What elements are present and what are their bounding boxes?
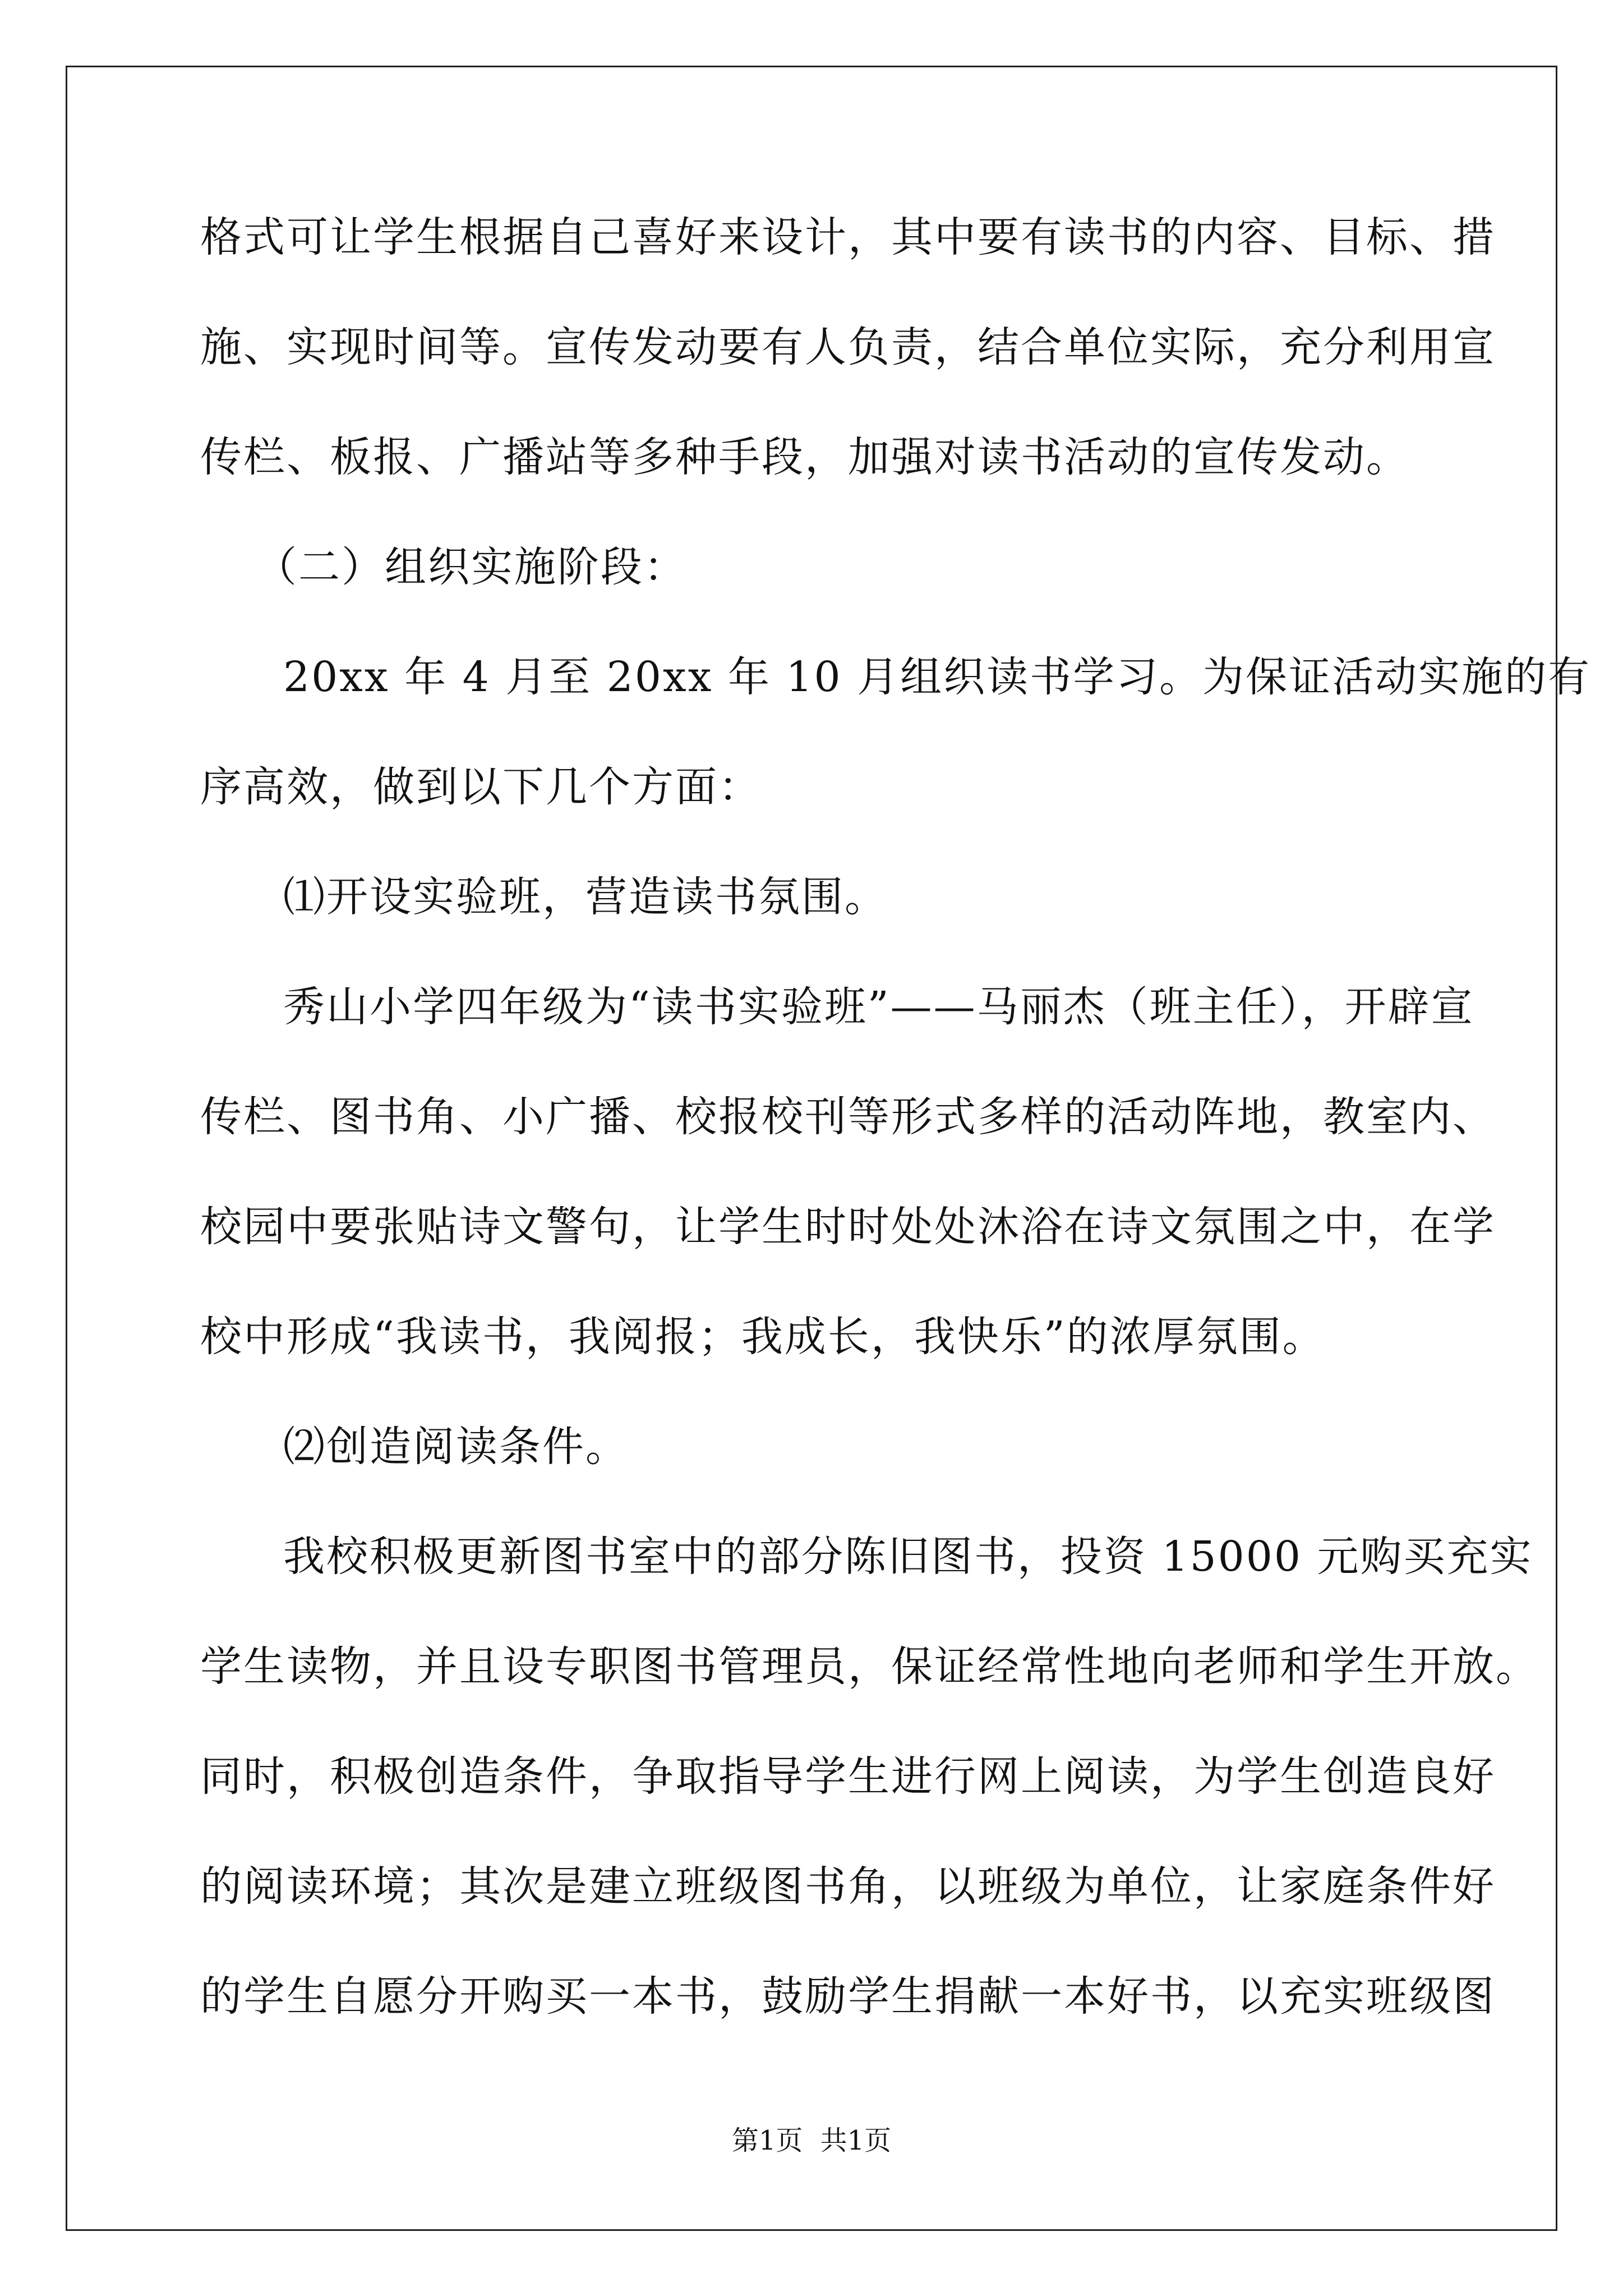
text-line: 格式可让学生根据自己喜好来设计，其中要有读书的内容、目标、措 — [200, 213, 1496, 261]
text-line: 的阅读环境；其次是建立班级图书角，以班级为单位，让家庭条件好 — [200, 1862, 1496, 1911]
text-line: 传栏、图书角、小广播、校报校刊等形式多样的活动阵地，教室内、 — [200, 1093, 1496, 1141]
subheading: ⑴开设实验班，营造读书氛围。 — [283, 873, 888, 921]
text-line: 校中形成“我读书，我阅报；我成长，我快乐”的浓厚氛围。 — [200, 1313, 1326, 1361]
page-footer — [0, 2125, 1623, 2156]
paragraph-start: 20xx 年 4 月至 20xx 年 10 月组织读书学习。为保证活动实施的有 — [283, 653, 1592, 701]
page-total: 共1页 — [820, 2125, 892, 2156]
page-number: 第1页 — [731, 2125, 803, 2156]
text-line: 传栏、板报、广播站等多种手段，加强对读书活动的宣传发动。 — [200, 433, 1409, 481]
subheading: ⑵创造阅读条件。 — [283, 1423, 629, 1471]
text-line: 同时，积极创造条件，争取指导学生进行网上阅读，为学生创造良好 — [200, 1752, 1496, 1801]
paragraph-start: 我校积极更新图书室中的部分陈旧图书，投资 15000 元购买充实 — [283, 1533, 1533, 1581]
text-line: 校园中要张贴诗文警句，让学生时时处处沐浴在诗文氛围之中，在学 — [200, 1203, 1496, 1251]
document-body — [200, 213, 1592, 2082]
paragraph-start: 秀山小学四年级为“读书实验班”——马丽杰（班主任），开辟宣 — [283, 983, 1474, 1031]
section-heading: （二）组织实施阶段： — [255, 543, 687, 591]
text-line: 的学生自愿分开购买一本书，鼓励学生捐献一本好书，以充实班级图 — [200, 1972, 1496, 2021]
text-line: 施、实现时间等。宣传发动要有人负责，结合单位实际，充分利用宣 — [200, 323, 1496, 371]
text-line: 学生读物，并且设专职图书管理员，保证经常性地向老师和学生开放。 — [200, 1642, 1539, 1691]
text-line: 序高效，做到以下几个方面： — [200, 763, 762, 811]
